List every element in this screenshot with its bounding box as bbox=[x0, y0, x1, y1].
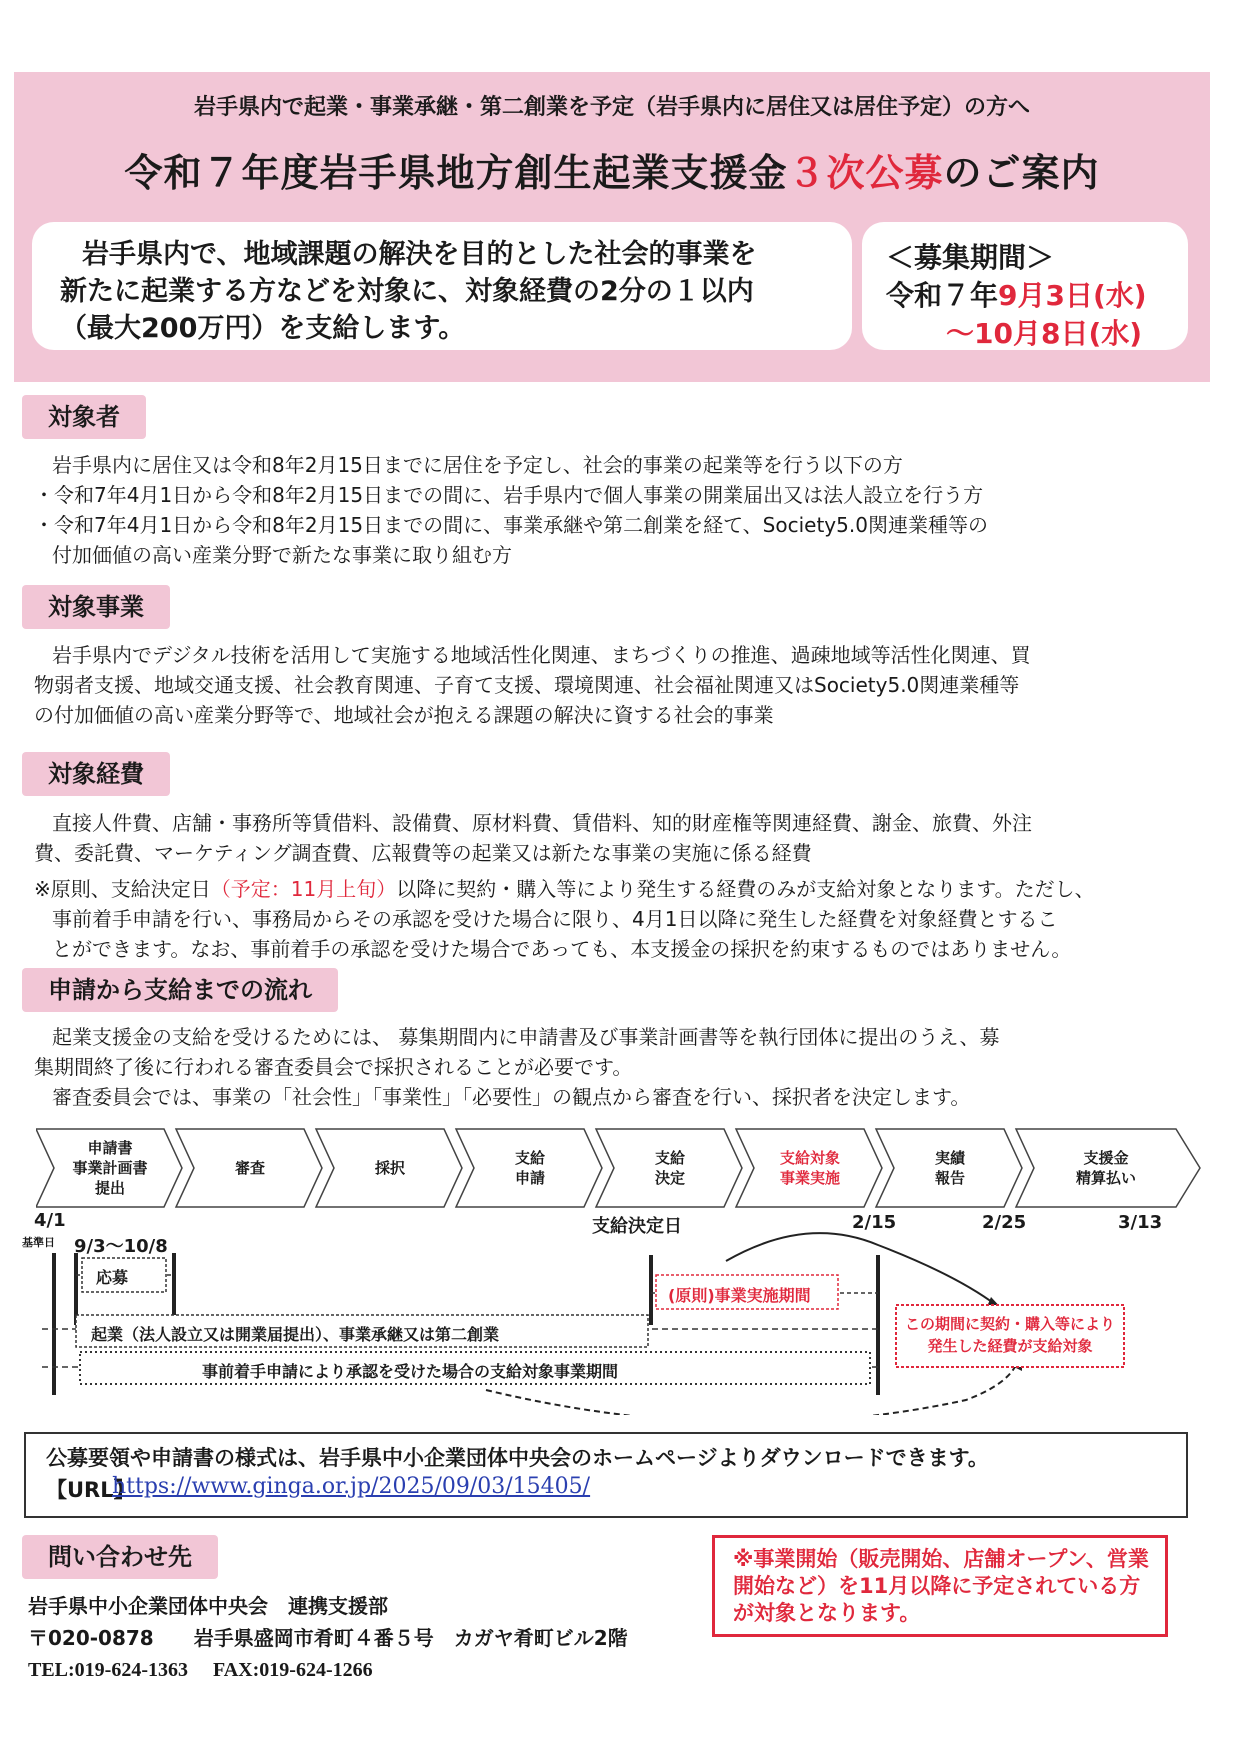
section-heading-target: 対象者 bbox=[22, 395, 146, 439]
period-end: ～10月8日(水) bbox=[946, 317, 1143, 350]
note-rest: 以降に契約・購入等により発生する経費のみが支給対象となります。ただし、 bbox=[396, 877, 1095, 901]
title-tail: のご案内 bbox=[943, 151, 1100, 195]
section-heading-business: 対象事業 bbox=[22, 585, 170, 629]
date-period: 9/3～10/8 bbox=[74, 1236, 168, 1257]
flow-step-3: 採択 bbox=[374, 1159, 405, 1177]
section-heading-expenses: 対象経費 bbox=[22, 752, 170, 796]
eligible-expense-note: この期間に契約・購入等により 発生した経費が支給対象 bbox=[904, 1315, 1115, 1355]
startup-label: 起業（法人設立又は開業届提出）、事業承継又は第二創業 bbox=[91, 1325, 500, 1344]
section-heading-flow: 申請から支給までの流れ bbox=[22, 968, 338, 1012]
header-subtitle: 岩手県内で起業・事業承継・第二創業を予定（岩手県内に居住又は居住予定）の方へ bbox=[193, 95, 1030, 120]
target-line: ・令和7年4月1日から令和8年2月15日までの間に、事業承継や第二創業を経て、Society5.0関連業種等の bbox=[34, 513, 988, 537]
flow-step-8: 支援金 精算払い bbox=[1075, 1149, 1136, 1187]
business-body bbox=[34, 640, 1214, 730]
url-label: 【URL】 bbox=[46, 1478, 135, 1502]
download-info-box bbox=[24, 1432, 1188, 1518]
flow-step-7: 実績 報告 bbox=[934, 1149, 965, 1187]
note-date: （予定：11月上旬） bbox=[210, 877, 397, 901]
target-line: 付加価値の高い産業分野で新たな事業に取り組む方 bbox=[52, 543, 512, 567]
flow-step-2: 審査 bbox=[234, 1159, 265, 1177]
flow-step-4: 支給 申請 bbox=[514, 1149, 545, 1187]
target-line: ・令和7年4月1日から令和8年2月15日までの間に、岩手県内で個人事業の開業届出又は法人設立を行う方 bbox=[34, 483, 984, 507]
intro-line: （最大200万円）を支給します。 bbox=[60, 313, 466, 344]
notice-text: ※事業開始（販売開始、店舗オープン、営業開始など）を11月以降に予定されている方が対象となります。 bbox=[733, 1547, 1149, 1625]
expenses-note-line: 事前着手申請を行い、事務局からその承認を受けた場合に限り、4月1日以降に発生した経費を対象経費とするこ bbox=[52, 907, 1058, 931]
timeline bbox=[36, 1225, 1206, 1415]
title-main: 令和７年度岩手県地方創生起業支援金 bbox=[124, 151, 788, 195]
business-line: 岩手県内でデジタル技術を活用して実施する地域活性化関連、まちづくりの推進、過疎地域等活性化関連、買 bbox=[52, 643, 1031, 667]
flow-step-1: 申請書 事業計画書 提出 bbox=[72, 1139, 148, 1197]
date-mar13: 3/13 bbox=[1118, 1212, 1163, 1233]
intro-box bbox=[32, 222, 852, 350]
prestart-label: 事前着手申請により承認を受けた場合の支給対象事業期間 bbox=[202, 1362, 619, 1381]
expenses-body bbox=[34, 808, 1214, 964]
contact-info bbox=[28, 1590, 628, 1686]
period-start bbox=[886, 274, 1147, 314]
contact-address: 〒020-0878 岩手県盛岡市肴町４番５号 カガヤ肴町ビル2階 bbox=[28, 1626, 628, 1650]
period-label: ＜募集期間＞ bbox=[886, 241, 1055, 274]
expenses-note bbox=[34, 874, 1214, 904]
note-start: ※原則、支給決定日 bbox=[34, 877, 211, 901]
business-line: の付加価値の高い産業分野等で、地域社会が抱える課題の解決に資する社会的事業 bbox=[34, 703, 774, 727]
implementation-period-label: (原則)事業実施期間 bbox=[668, 1286, 811, 1305]
date-feb25: 2/25 bbox=[982, 1212, 1027, 1233]
period-box bbox=[862, 222, 1188, 350]
intro-line: 新たに起業する方などを対象に、対象経費の2分の１以内 bbox=[60, 276, 754, 307]
section-heading-contact: 問い合わせ先 bbox=[22, 1535, 218, 1579]
business-line: 物弱者支援、地域交通支援、社会教育関連、子育て支援、環境関連、社会福祉関連又はSociety5.0関連業種等 bbox=[34, 673, 1020, 697]
decision-date-label: 支給決定日 bbox=[592, 1216, 682, 1237]
flow-step-6: 支給対象 事業実施 bbox=[779, 1149, 840, 1187]
date-apr1: 4/1 bbox=[34, 1210, 66, 1231]
expenses-note-line: とができます。なお、事前着手の承認を受けた場合であっても、本支援金の採択を約束するものではありません。 bbox=[52, 937, 1072, 961]
contact-org: 岩手県中小企業団体中央会 連携支援部 bbox=[28, 1594, 388, 1618]
flow-line: 集期間終了後に行われる審査委員会で採択されることが必要です。 bbox=[34, 1055, 633, 1079]
target-body bbox=[34, 450, 1214, 570]
period-start-date: 9月3日(水) bbox=[998, 279, 1147, 312]
flow-line: 起業支援金の支給を受けるためには、 募集期間内に申請書及び事業計画書等を執行団体に提出のうえ、募 bbox=[52, 1025, 1000, 1049]
target-line: 岩手県内に居住又は令和8年2月15日までに居住を予定し、社会的事業の起業等を行う以下の方 bbox=[52, 453, 903, 477]
date-feb15: 2/15 bbox=[852, 1212, 897, 1233]
flow-body bbox=[34, 1022, 1214, 1112]
download-text: 公募要領や申請書の様式は、岩手県中小企業団体中央会のホームページよりダウンロードできます。 bbox=[46, 1446, 989, 1470]
period-start-year: 令和７年 bbox=[886, 279, 999, 312]
contact-phone: TEL:019-624-1363 FAX:019-624-1266 bbox=[28, 1659, 373, 1681]
date-base-label: 基準日 bbox=[22, 1236, 55, 1249]
header-banner bbox=[14, 72, 1210, 382]
download-link[interactable]: https://www.ginga.or.jp/2025/09/03/15405/ bbox=[112, 1474, 591, 1499]
page-title bbox=[14, 142, 1210, 197]
flow-line: 審査委員会では、事業の「社会性」「事業性」「必要性」の観点から審査を行い、採択者を決定します。 bbox=[52, 1085, 971, 1109]
intro-line: 岩手県内で、地域課題の解決を目的とした社会的事業を bbox=[82, 239, 757, 270]
title-round: ３次公募 bbox=[787, 151, 944, 195]
expenses-line: 直接人件費、店舗・事務所等賃借料、設備費、原材料費、賃借料、知的財産権等関連経費、謝金、旅費、外注 bbox=[52, 811, 1032, 835]
notice-box bbox=[712, 1535, 1168, 1637]
intro-text bbox=[60, 236, 840, 347]
process-flow bbox=[36, 1127, 1206, 1209]
apply-label: 応募 bbox=[96, 1268, 129, 1287]
expenses-line: 費、委託費、マーケティング調査費、広報費等の起業又は新たな事業の実施に係る経費 bbox=[34, 841, 812, 865]
flow-step-5: 支給 決定 bbox=[654, 1149, 685, 1187]
